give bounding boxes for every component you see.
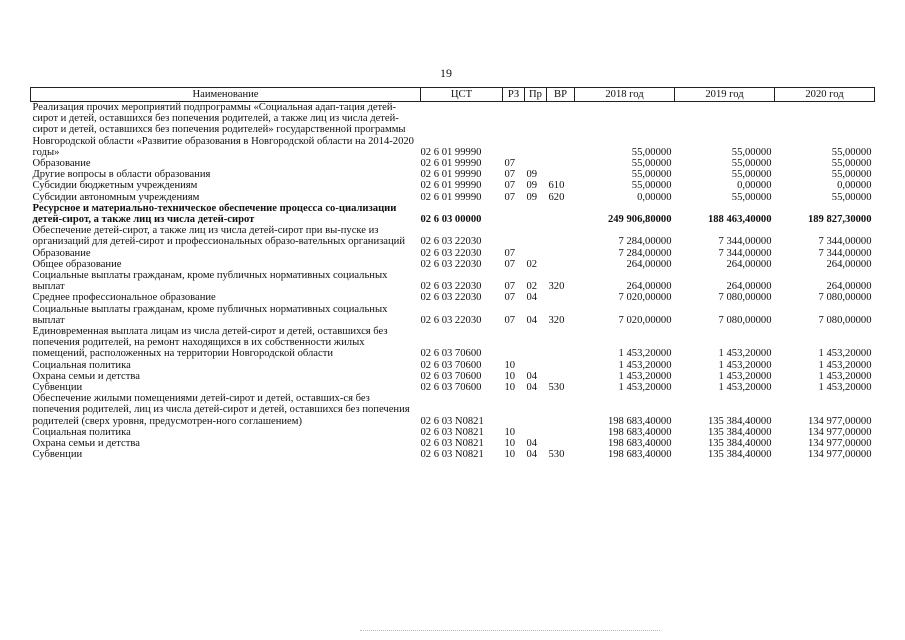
row-2020: 264,00000 <box>826 281 872 293</box>
row-2020: 0,00000 <box>837 180 872 192</box>
row-2018: 198 683,40000 <box>607 426 672 438</box>
row-2019: 0,00000 <box>737 180 772 192</box>
row-2020: 7 080,00000 <box>818 314 872 326</box>
row-cst: 02 6 01 99990 <box>420 169 482 181</box>
row-2018: 1 453,20000 <box>618 359 672 371</box>
header-pr: Пр <box>525 88 547 102</box>
row-pr: 04 <box>526 449 538 461</box>
row-rz: 07 <box>504 247 516 259</box>
row-2020: 1 453,20000 <box>818 370 872 382</box>
row-2018: 7 020,00000 <box>618 314 672 326</box>
row-2019: 135 384,40000 <box>707 426 772 438</box>
header-2020: 2020 год <box>775 88 875 102</box>
row-2020: 1 453,20000 <box>818 348 872 360</box>
row-2018: 7 284,00000 <box>618 236 672 248</box>
table-body <box>31 102 875 461</box>
table-row <box>31 102 875 159</box>
row-vr <box>547 292 575 303</box>
row-2020: 55,00000 <box>831 158 872 170</box>
row-2020: 189 827,30000 <box>807 214 872 226</box>
row-2020: 134 977,00000 <box>807 426 872 438</box>
row-2018: 55,00000 <box>631 169 672 181</box>
row-vr: 320 <box>548 314 565 326</box>
row-cst: 02 6 03 N0821 <box>420 415 484 427</box>
row-name: Общее образование <box>32 258 122 270</box>
row-vr <box>547 438 575 449</box>
row-2019: 7 344,00000 <box>718 247 772 259</box>
row-name: Охрана семьи и детства <box>32 370 140 382</box>
row-cst: 02 6 03 22030 <box>420 292 482 304</box>
row-cst: 02 6 03 N0821 <box>420 438 484 450</box>
row-vr <box>547 427 575 438</box>
row-pr <box>525 203 547 225</box>
row-vr <box>547 259 575 270</box>
row-cst: 02 6 03 22030 <box>420 314 482 326</box>
table-row <box>31 180 875 191</box>
row-rz <box>503 393 525 427</box>
table-row <box>31 449 875 460</box>
row-2018: 55,00000 <box>631 146 672 158</box>
row-2020: 264,00000 <box>826 258 872 270</box>
row-pr: 09 <box>526 180 538 192</box>
row-2019: 135 384,40000 <box>707 415 772 427</box>
row-2019: 7 344,00000 <box>718 236 772 248</box>
row-2019: 135 384,40000 <box>707 449 772 461</box>
row-pr: 02 <box>526 281 538 293</box>
table-row <box>31 259 875 270</box>
row-vr <box>547 102 575 159</box>
row-name: Субсидии автономным учреждениям <box>32 191 200 203</box>
table-row <box>31 270 875 292</box>
row-vr <box>547 169 575 180</box>
row-2018: 249 906,80000 <box>607 214 672 226</box>
row-pr <box>525 427 547 438</box>
row-2019: 1 453,20000 <box>718 382 772 394</box>
header-2019: 2019 год <box>675 88 775 102</box>
row-2019: 1 453,20000 <box>718 370 772 382</box>
row-rz <box>503 326 525 360</box>
row-cst: 02 6 03 N0821 <box>420 449 484 461</box>
row-cst: 02 6 03 22030 <box>420 247 482 259</box>
row-2018: 7 284,00000 <box>618 247 672 259</box>
footer-scan-mark <box>360 630 660 634</box>
row-name: Обеспечение жилыми помещениями детей-сирот и детей, оставших-ся без попечения родителей, лиц из числа детей-сирот и детей, оставшихся без попечения родителей (сверх уровня, предусмотрен-ного соглашением) <box>32 393 410 427</box>
row-pr: 04 <box>526 292 538 304</box>
row-vr: 610 <box>548 180 565 192</box>
header-rz: РЗ <box>503 88 525 102</box>
row-rz: 10 <box>504 382 516 394</box>
row-2020: 134 977,00000 <box>807 449 872 461</box>
row-pr <box>525 225 547 247</box>
row-2018: 55,00000 <box>631 158 672 170</box>
row-cst: 02 6 03 00000 <box>420 214 482 226</box>
row-2019: 55,00000 <box>731 169 772 181</box>
row-2019: 264,00000 <box>726 281 772 293</box>
row-2019: 1 453,20000 <box>718 348 772 360</box>
header-name: Наименование <box>31 88 421 102</box>
row-2018: 264,00000 <box>626 281 672 293</box>
row-2019: 188 463,40000 <box>707 214 772 226</box>
row-name: Ресурсное и материально-техническое обеспечение процесса со-циализации детей-сирот, а также лиц из числа детей-сирот <box>32 202 397 226</box>
row-2019: 7 080,00000 <box>718 292 772 304</box>
row-2018: 0,00000 <box>637 191 672 203</box>
row-rz: 10 <box>504 359 516 371</box>
row-vr: 530 <box>548 382 565 394</box>
row-rz <box>503 225 525 247</box>
table-row <box>31 169 875 180</box>
table-row <box>31 371 875 382</box>
row-2018: 1 453,20000 <box>618 382 672 394</box>
row-name: Реализация прочих мероприятий подпрограммы «Социальная адап-тация детей-сирот и детей, оставшихся без попечения родителей, а также лиц из числа детей-сирот и детей, оставшихся без попечения родителей» государственной программы Новгородской области «Развитие образования в Новгородской области на 2014-2020 годы» <box>32 102 414 158</box>
row-vr <box>547 393 575 427</box>
table-row <box>31 203 875 225</box>
table-row <box>31 438 875 449</box>
row-2018: 198 683,40000 <box>607 449 672 461</box>
row-2020: 7 344,00000 <box>818 247 872 259</box>
row-pr: 04 <box>526 314 538 326</box>
table-row <box>31 225 875 247</box>
row-name: Социальная политика <box>32 359 131 371</box>
row-name: Субсидии бюджетным учреждениям <box>32 180 198 192</box>
row-pr <box>525 393 547 427</box>
row-rz: 10 <box>504 449 516 461</box>
row-2019: 55,00000 <box>731 191 772 203</box>
row-2018: 55,00000 <box>631 180 672 192</box>
row-2018: 198 683,40000 <box>607 438 672 450</box>
row-2019: 135 384,40000 <box>707 438 772 450</box>
row-2019: 55,00000 <box>731 146 772 158</box>
table-row <box>31 192 875 203</box>
row-cst: 02 6 01 99990 <box>420 158 482 170</box>
row-2018: 264,00000 <box>626 258 672 270</box>
row-pr: 04 <box>526 370 538 382</box>
row-name: Среднее профессиональное образование <box>32 292 216 304</box>
row-2019: 55,00000 <box>731 158 772 170</box>
row-vr <box>547 158 575 169</box>
row-2018: 7 020,00000 <box>618 292 672 304</box>
row-name: Субвенции <box>32 382 83 394</box>
row-pr <box>525 248 547 259</box>
row-2020: 55,00000 <box>831 191 872 203</box>
row-vr <box>547 326 575 360</box>
row-cst: 02 6 01 99990 <box>420 191 482 203</box>
row-rz: 07 <box>504 314 516 326</box>
row-cst: 02 6 01 99990 <box>420 146 482 158</box>
header-cst: ЦСТ <box>421 88 503 102</box>
row-pr: 09 <box>526 169 538 181</box>
table-row <box>31 158 875 169</box>
row-rz <box>503 102 525 159</box>
row-rz: 10 <box>504 438 516 450</box>
row-name: Другие вопросы в области образования <box>32 169 211 181</box>
row-cst: 02 6 03 70600 <box>420 359 482 371</box>
page-number: 19 <box>440 66 452 80</box>
row-2018: 198 683,40000 <box>607 415 672 427</box>
table-row <box>31 326 875 360</box>
row-pr: 04 <box>526 382 538 394</box>
row-rz: 07 <box>504 191 516 203</box>
row-pr: 09 <box>526 191 538 203</box>
row-cst: 02 6 03 70600 <box>420 370 482 382</box>
row-vr: 620 <box>548 191 565 203</box>
row-cst: 02 6 03 22030 <box>420 258 482 270</box>
row-cst: 02 6 03 N0821 <box>420 426 484 438</box>
row-rz: 07 <box>504 180 516 192</box>
row-2019: 7 080,00000 <box>718 314 772 326</box>
row-name: Социальные выплаты гражданам, кроме публичных нормативных социальных выплат <box>32 270 388 293</box>
row-rz: 07 <box>504 258 516 270</box>
row-vr <box>547 225 575 247</box>
header-vr: ВР <box>547 88 575 102</box>
table-row <box>31 360 875 371</box>
table-row <box>31 292 875 303</box>
row-vr <box>547 371 575 382</box>
row-vr <box>547 203 575 225</box>
table-row <box>31 393 875 427</box>
row-2018: 1 453,20000 <box>618 348 672 360</box>
row-pr <box>525 158 547 169</box>
row-2020: 7 344,00000 <box>818 236 872 248</box>
row-2020: 134 977,00000 <box>807 415 872 427</box>
row-2018: 1 453,20000 <box>618 370 672 382</box>
row-cst: 02 6 03 22030 <box>420 236 482 248</box>
row-vr <box>547 360 575 371</box>
row-vr: 320 <box>548 281 565 293</box>
row-pr <box>525 326 547 360</box>
table-row <box>31 248 875 259</box>
row-rz: 07 <box>504 169 516 181</box>
row-rz: 07 <box>504 292 516 304</box>
row-2020: 55,00000 <box>831 169 872 181</box>
row-2020: 1 453,20000 <box>818 382 872 394</box>
row-name: Обеспечение детей-сирот, а также лиц из числа детей-сирот при вы-пуске из организаций для детей-сирот и профессиональных образо-вательных организаций <box>32 225 406 248</box>
table-row <box>31 304 875 326</box>
header-2018: 2018 год <box>575 88 675 102</box>
row-2019: 1 453,20000 <box>718 359 772 371</box>
row-vr <box>547 248 575 259</box>
row-pr: 04 <box>526 438 538 450</box>
row-name: Субвенции <box>32 449 83 461</box>
row-cst: 02 6 01 99990 <box>420 180 482 192</box>
row-rz <box>503 203 525 225</box>
table-row <box>31 382 875 393</box>
row-pr <box>525 102 547 159</box>
row-2019: 264,00000 <box>726 258 772 270</box>
row-cst: 02 6 03 22030 <box>420 281 482 293</box>
row-name: Единовременная выплата лицам из числа детей-сирот и детей, оставшихся без попечения родителей, на ремонт находящихся в их собственности жилых помещений, расположенных на территории Новгородской области <box>32 326 388 360</box>
row-vr: 530 <box>548 449 565 461</box>
row-name: Социальные выплаты гражданам, кроме публичных нормативных социальных выплат <box>32 303 388 326</box>
row-cst: 02 6 03 70600 <box>420 382 482 394</box>
row-cst: 02 6 03 70600 <box>420 348 482 360</box>
table-row <box>31 427 875 438</box>
row-pr: 02 <box>526 258 538 270</box>
row-rz: 10 <box>504 370 516 382</box>
row-rz: 10 <box>504 426 516 438</box>
row-name: Охрана семьи и детства <box>32 438 140 450</box>
row-pr <box>525 360 547 371</box>
table-header-row <box>31 88 875 102</box>
row-rz: 07 <box>504 281 516 293</box>
row-name: Социальная политика <box>32 426 131 438</box>
row-2020: 134 977,00000 <box>807 438 872 450</box>
row-2020: 55,00000 <box>831 146 872 158</box>
row-name: Образование <box>32 247 91 259</box>
row-2020: 1 453,20000 <box>818 359 872 371</box>
row-rz: 07 <box>504 158 516 170</box>
row-2020: 7 080,00000 <box>818 292 872 304</box>
budget-table <box>30 87 875 461</box>
row-name: Образование <box>32 158 91 170</box>
